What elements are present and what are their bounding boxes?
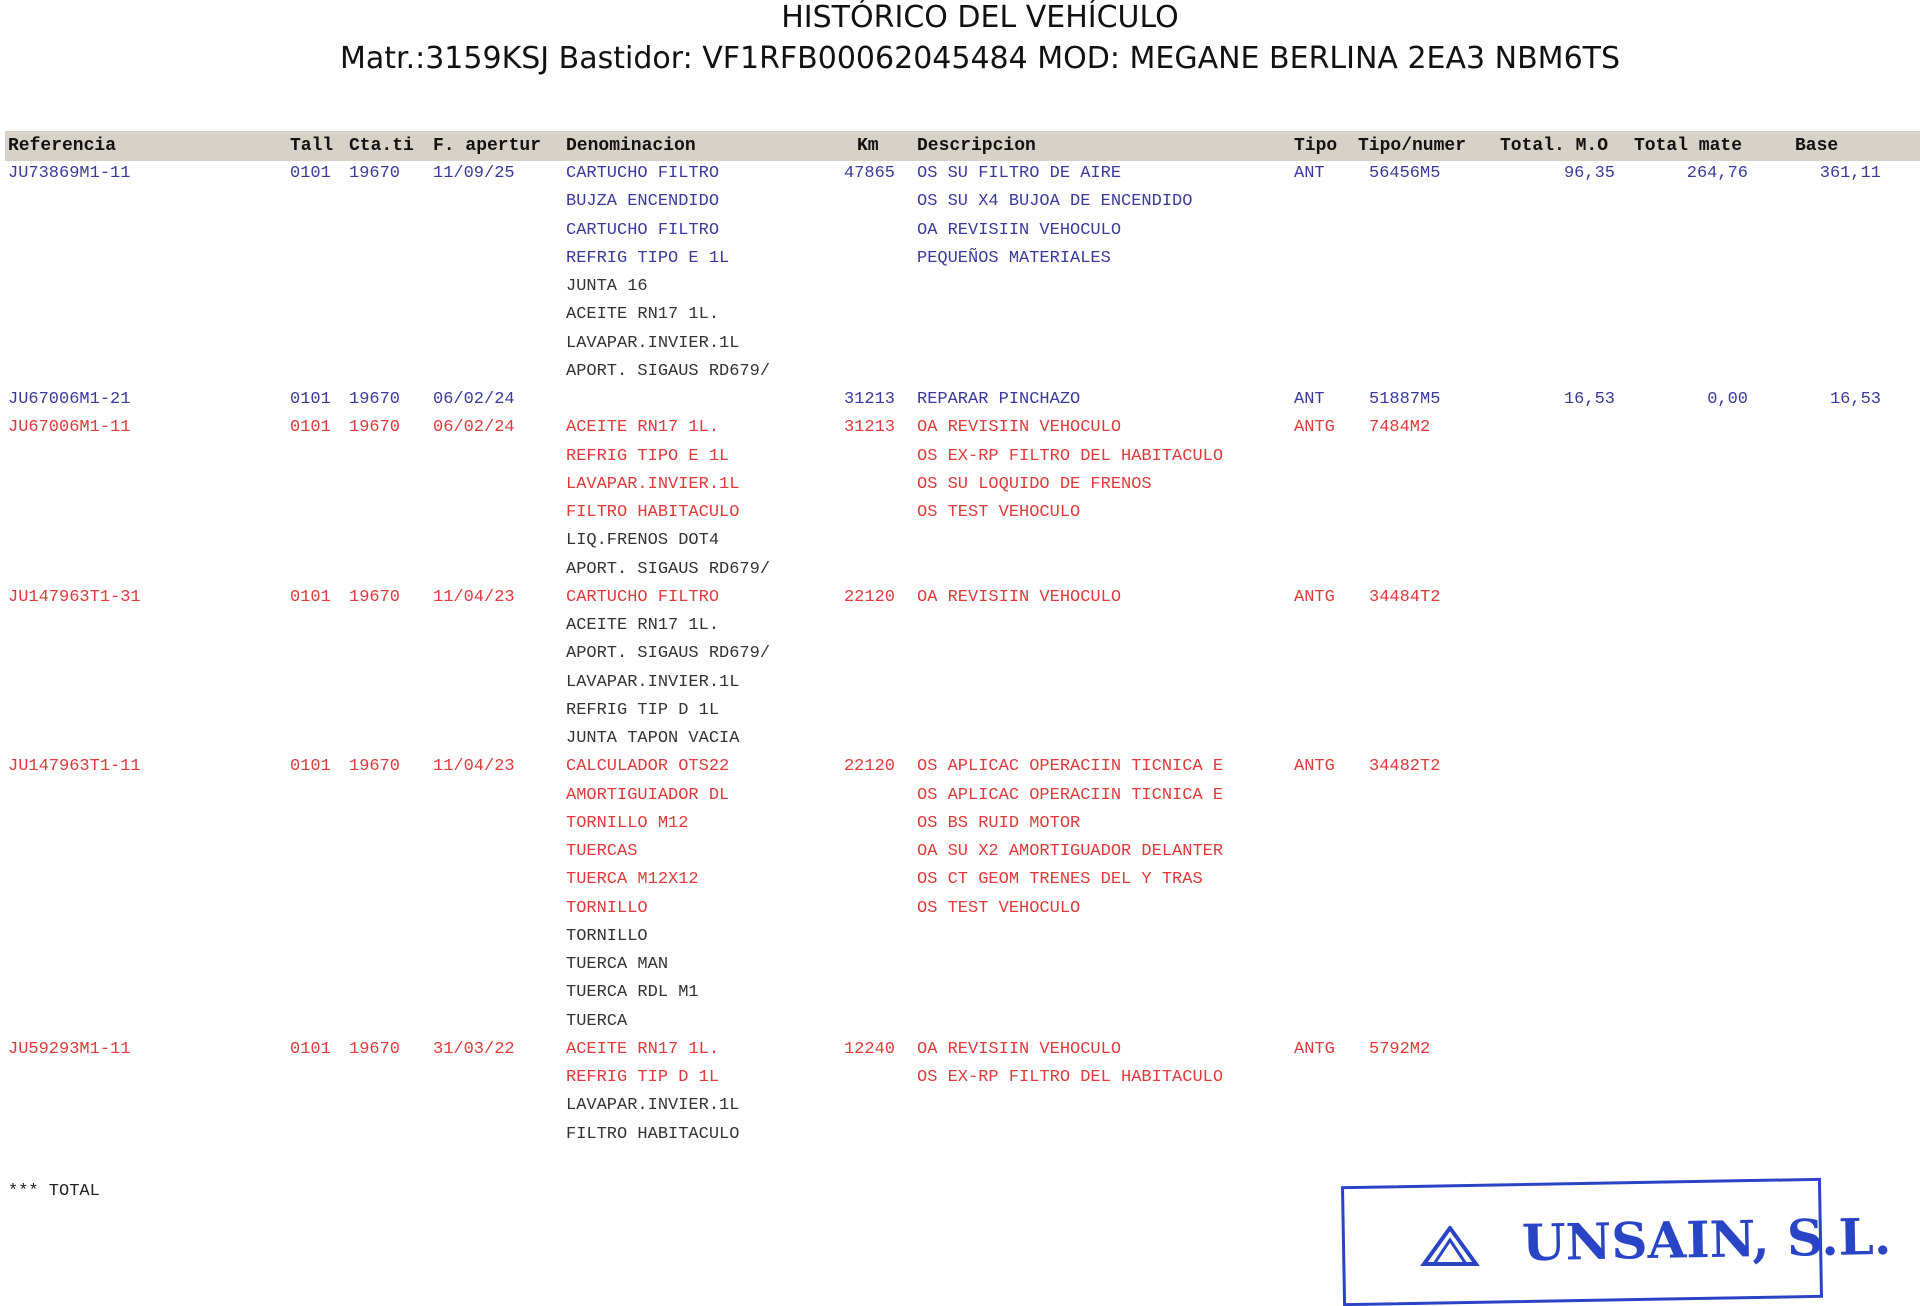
row-tipo-num: 34484T2 <box>1369 587 1441 607</box>
descripcion-item: OA SU X2 AMORTIGUADOR DELANTER <box>917 842 1224 861</box>
descripcion-item: OA REVISIIN VEHOCULO <box>917 587 1122 607</box>
row-total-mate: 264,76 <box>1686 164 1748 183</box>
row-cta: 19670 <box>349 587 401 607</box>
denominacion-item: TUERCA <box>566 1011 628 1031</box>
stamp-company-name: UNSAIN, S.L. <box>1521 1206 1892 1273</box>
denominacion-item: ACEITE RN17 1L. <box>566 305 720 325</box>
row-tall: 0101 <box>290 757 331 777</box>
document-title: HISTÓRICO DEL VEHÍCULO <box>781 0 1179 35</box>
row-tipo-num: 7484M2 <box>1369 418 1431 438</box>
denominacion-item: REFRIG TIPO E 1L <box>566 248 730 268</box>
col-header-referencia: Referencia <box>8 136 117 156</box>
denominacion-item: FILTRO HABITACULO <box>566 1124 740 1144</box>
denominacion-item: TORNILLO M12 <box>566 813 689 833</box>
row-fecha: 31/03/22 <box>433 1039 515 1059</box>
row-tall: 0101 <box>290 587 331 607</box>
row-km: 22120 <box>843 587 895 607</box>
row-tall: 0101 <box>290 164 331 183</box>
descripcion-item: OS TEST VEHOCULO <box>917 898 1081 918</box>
denominacion-item: FILTRO HABITACULO <box>566 503 740 522</box>
denominacion-item: AMORTIGUIADOR DL <box>566 785 730 805</box>
col-header-tipo: Tipo <box>1294 136 1338 156</box>
row-total-mo: 16,53 <box>1563 390 1615 409</box>
descripcion-item: PEQUEÑOS MATERIALES <box>917 248 1111 268</box>
descripcion-item: OS SU LOQUIDO DE FRENOS <box>917 474 1152 494</box>
row-fecha: 11/04/23 <box>433 587 515 607</box>
denominacion-item: REFRIG TIP D 1L <box>566 700 720 720</box>
col-header-total-mate: Total mate <box>1634 136 1743 156</box>
total-label: *** TOTAL <box>8 1182 100 1201</box>
denominacion-item: LAVAPAR.INVIER.1L <box>566 333 740 353</box>
row-tipo-num: 51887M5 <box>1369 390 1441 409</box>
row-cta: 19670 <box>349 164 401 183</box>
row-cta: 19670 <box>349 418 401 438</box>
company-logo-icon <box>1420 1226 1480 1266</box>
row-total-mo: 96,35 <box>1563 164 1615 183</box>
row-tipo-num: 5792M2 <box>1369 1039 1431 1059</box>
descripcion-item: OS EX-RP FILTRO DEL HABITACULO <box>917 446 1224 466</box>
denominacion-item: TORNILLO <box>566 898 648 918</box>
row-ref: JU147963T1-31 <box>8 587 141 607</box>
row-cta: 19670 <box>349 757 401 777</box>
row-tipo: ANTG <box>1294 757 1335 777</box>
row-tipo: ANT <box>1294 164 1325 183</box>
row-km: 31213 <box>843 418 895 438</box>
denominacion-item: JUNTA TAPON VACIA <box>566 729 740 748</box>
row-km: 31213 <box>843 390 895 409</box>
descripcion-item: OA REVISIIN VEHOCULO <box>917 418 1122 438</box>
denominacion-item: ACEITE RN17 1L. <box>566 616 720 635</box>
row-tipo-num: 34482T2 <box>1369 757 1441 777</box>
denominacion-item: APORT. SIGAUS RD679/ <box>566 644 771 664</box>
denominacion-item: ACEITE RN17 1L. <box>566 1039 720 1059</box>
col-header-descripcion: Descripcion <box>917 136 1036 156</box>
denominacion-item: BUJZA ENCENDIDO <box>566 192 720 212</box>
denominacion-item: CARTUCHO FILTRO <box>566 587 720 607</box>
col-header-tipo-numer: Tipo/numer <box>1358 136 1467 156</box>
col-header-denominacion: Denominacion <box>566 136 696 156</box>
descripcion-item: OS APLICAC OPERACIIN TICNICA E <box>917 785 1224 805</box>
row-ref: JU147963T1-11 <box>8 757 141 777</box>
row-tipo: ANTG <box>1294 1039 1335 1059</box>
row-tall: 0101 <box>290 390 331 409</box>
row-ref: JU67006M1-11 <box>8 418 131 438</box>
row-ref: JU67006M1-21 <box>8 390 131 409</box>
col-header-total-mo: Total. M.O <box>1500 136 1609 156</box>
descripcion-item: OS CT GEOM TRENES DEL Y TRAS <box>917 870 1203 890</box>
descripcion-item: OS EX-RP FILTRO DEL HABITACULO <box>917 1068 1224 1087</box>
denominacion-item: REFRIG TIPO E 1L <box>566 446 730 466</box>
col-header-tall: Tall <box>290 136 334 156</box>
row-total-mate: 0,00 <box>1707 390 1748 409</box>
row-tipo: ANTG <box>1294 418 1335 438</box>
row-cta: 19670 <box>349 390 401 409</box>
row-km: 47865 <box>843 164 895 183</box>
row-km: 12240 <box>843 1039 895 1059</box>
denominacion-item: TORNILLO <box>566 926 648 946</box>
denominacion-item: REFRIG TIP D 1L <box>566 1068 720 1087</box>
row-fecha: 06/02/24 <box>433 418 515 438</box>
descripcion-item: OS BS RUID MOTOR <box>917 813 1081 833</box>
descripcion-item: OS APLICAC OPERACIIN TICNICA E <box>917 757 1224 777</box>
row-ref: JU59293M1-11 <box>8 1039 131 1059</box>
vehicle-info-line: Matr.:3159KSJ Bastidor: VF1RFB00062045484 MOD: MEGANE BERLINA 2EA3 NBM6TS <box>339 41 1621 76</box>
row-fecha: 06/02/24 <box>433 390 515 409</box>
denominacion-item: JUNTA 16 <box>566 277 648 296</box>
descripcion-item: REPARAR PINCHAZO <box>917 390 1081 409</box>
descripcion-item: OA REVISIIN VEHOCULO <box>917 1039 1122 1059</box>
row-fecha: 11/04/23 <box>433 757 515 777</box>
denominacion-item: APORT. SIGAUS RD679/ <box>566 361 771 381</box>
col-header-cta: Cta.ti <box>349 136 414 156</box>
denominacion-item: APORT. SIGAUS RD679/ <box>566 559 771 579</box>
row-tall: 0101 <box>290 418 331 438</box>
row-tipo: ANT <box>1294 390 1325 409</box>
col-header-base: Base <box>1795 136 1839 156</box>
denominacion-item: LAVAPAR.INVIER.1L <box>566 474 740 494</box>
denominacion-item: TUERCA RDL M1 <box>566 983 699 1003</box>
denominacion-item: ACEITE RN17 1L. <box>566 418 720 438</box>
denominacion-item: CARTUCHO FILTRO <box>566 164 720 183</box>
row-fecha: 11/09/25 <box>433 164 515 183</box>
denominacion-item: TUERCAS <box>566 842 638 861</box>
row-base: 361,11 <box>1819 164 1881 183</box>
row-tall: 0101 <box>290 1039 331 1059</box>
col-header-km: Km <box>857 136 879 156</box>
denominacion-item: LAVAPAR.INVIER.1L <box>566 1096 740 1116</box>
denominacion-item: CALCULADOR OTS22 <box>566 757 730 777</box>
row-base: 16,53 <box>1829 390 1881 409</box>
descripcion-item: OS TEST VEHOCULO <box>917 503 1081 522</box>
descripcion-item: OA REVISIIN VEHOCULO <box>917 220 1122 240</box>
denominacion-item: TUERCA MAN <box>566 955 669 974</box>
row-km: 22120 <box>843 757 895 777</box>
row-ref: JU73869M1-11 <box>8 164 131 183</box>
denominacion-item: TUERCA M12X12 <box>566 870 699 890</box>
descripcion-item: OS SU X4 BUJOA DE ENCENDIDO <box>917 192 1193 212</box>
descripcion-item: OS SU FILTRO DE AIRE <box>917 164 1122 183</box>
denominacion-item: CARTUCHO FILTRO <box>566 220 720 240</box>
row-tipo: ANTG <box>1294 587 1335 607</box>
denominacion-item: LAVAPAR.INVIER.1L <box>566 672 740 692</box>
row-tipo-num: 56456M5 <box>1369 164 1441 183</box>
denominacion-item: LIQ.FRENOS DOT4 <box>566 531 720 551</box>
col-header-fecha: F. apertur <box>433 136 542 156</box>
row-cta: 19670 <box>349 1039 401 1059</box>
